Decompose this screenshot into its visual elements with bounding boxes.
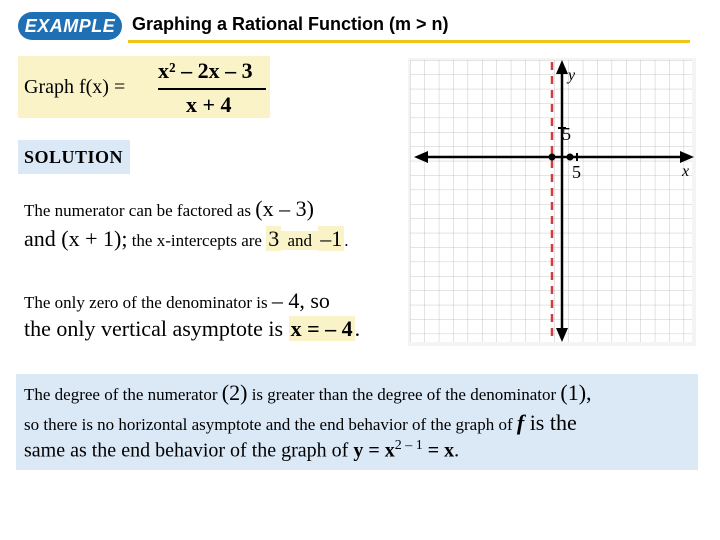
numerator-degree: (2) [221,380,248,405]
text: and [283,231,317,250]
y-tick-label: 5 [562,124,571,144]
solution-heading: SOLUTION [24,147,124,167]
text: The numerator can be factored as [24,201,256,220]
text: so [304,288,330,313]
intercept-minus-1: –1 [320,226,343,251]
factor-x-plus-1: and (x + 1); [24,226,128,251]
y-axis-label: y [568,67,576,84]
example-badge: EXAMPLE [18,12,122,40]
text: same as the end behavior of the graph of [24,439,354,462]
text: the x-intercepts are [127,231,267,250]
intercept-3: 3 [268,226,280,251]
denominator-zero: – 4, [271,288,305,313]
text: the only vertical asymptote is [24,316,289,341]
text: . [344,231,349,250]
fraction-denominator: x + 4 [186,92,232,117]
x-tick-label: 5 [572,162,581,182]
conclusion-line-1 [24,380,592,406]
fraction-numerator: x² – 2x – 3 [158,58,253,83]
conclusion-line-3 [24,438,459,463]
denominator-degree: (1), [560,380,592,405]
text: is greater than the degree of the denominator [247,385,561,404]
text: is the [524,410,577,435]
grid-lines [410,60,692,342]
text: . [354,316,361,341]
vertical-asymptote: x = – 4 [290,316,353,341]
function-f: f [516,410,525,435]
x-axis-label: x [682,163,690,180]
end-behavior-y: y = x [353,439,395,462]
end-behavior-x: = x [422,439,455,462]
intercept-point [549,154,556,161]
exponent: 2 – 1 [394,438,423,453]
text: so there is no horizontal asymptote and the end behavior of the graph of [24,415,517,434]
page-title: Graphing a Rational Function (m > n) [132,14,449,34]
factor-x-minus-3: (x – 3) [255,196,314,221]
problem-label: Graph f(x) = [24,76,126,98]
text: The only zero of the denominator is [24,293,272,312]
intercept-point [567,154,574,161]
text: . [454,439,460,462]
text: The degree of the numerator [24,385,222,404]
conclusion-line-2 [24,410,577,436]
